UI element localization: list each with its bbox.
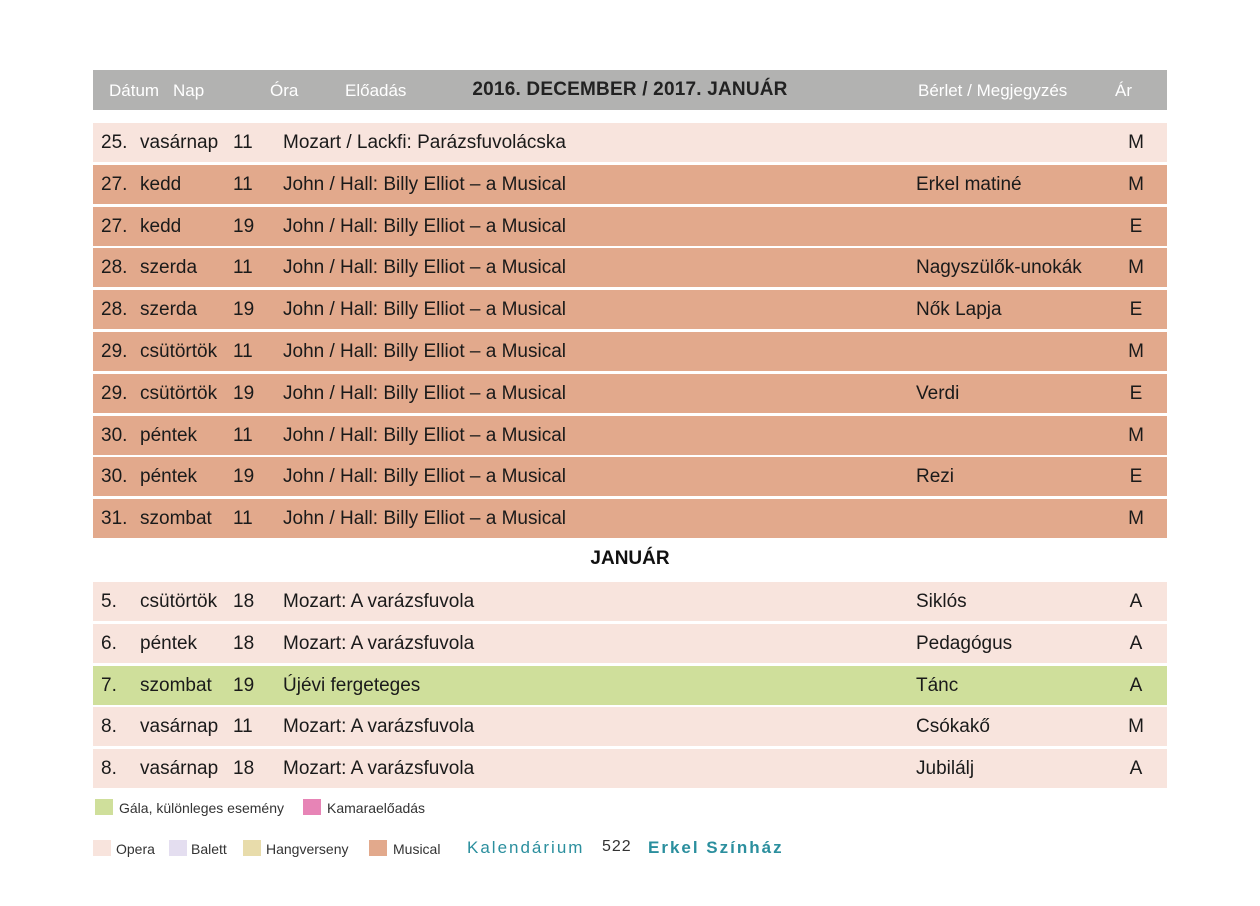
table-row [93,207,1167,246]
row-performance: Mozart: A varázsfuvola [283,758,475,780]
footer-kalendarium: Kalendárium [467,838,585,857]
row-date: 29. [101,382,128,404]
row-date: 29. [101,341,128,362]
row-day: kedd [140,215,182,237]
row-performance: Mozart: A varázsfuvola [283,716,475,738]
row-date: 27. [101,173,128,195]
row-date: 28. [101,299,128,321]
table-row [93,707,1167,746]
row-note: Rezi [916,466,955,488]
row-price: M [1128,424,1144,446]
row-hour: 19 [233,466,255,488]
row-hour: 18 [233,758,255,780]
legend-musical-label: Musical [393,841,441,857]
legend-concert-label: Hangverseny [266,841,349,857]
col-note-header: Bérlet / Megjegyzés [918,81,1068,100]
row-day: csütörtök [140,591,218,612]
row-note: Erkel matiné [916,173,1022,195]
row-day: péntek [140,424,198,446]
table-row [93,248,1167,287]
legend-ballet-label: Balett [191,841,227,857]
col-day-header: Nap [173,81,205,100]
row-date: 30. [101,466,128,488]
col-performance-header: Előadás [345,81,407,100]
table-row [93,582,1167,621]
row-price: A [1129,591,1143,612]
row-performance: Mozart: A varázsfuvola [283,632,475,654]
row-note: Tánc [916,674,959,696]
row-day: szombat [140,508,212,530]
row-note: Pedagógus [916,632,1013,654]
row-day: vasárnap [140,758,219,780]
legend-musical-swatch [369,840,387,856]
row-price: A [1129,758,1143,780]
row-date: 27. [101,215,128,237]
row-hour: 19 [233,215,255,237]
row-note: Nagyszülők-unokák [916,257,1082,279]
row-note: Siklós [916,591,967,612]
row-performance: John / Hall: Billy Elliot – a Musical [283,466,566,488]
row-date: 31. [101,508,128,530]
col-date-header: Dátum [109,81,160,100]
row-hour: 18 [233,632,255,654]
row-day: péntek [140,466,198,488]
row-hour: 19 [233,382,255,404]
legend-concert-swatch [243,840,261,856]
table-row [93,749,1167,788]
row-performance: John / Hall: Billy Elliot – a Musical [283,424,566,446]
row-performance: John / Hall: Billy Elliot – a Musical [283,215,566,237]
row-note: Jubilálj [916,758,975,780]
row-date: 30. [101,424,128,446]
row-hour: 11 [233,508,253,530]
legend-ballet-swatch [169,840,187,856]
row-date: 25. [101,132,128,153]
row-performance: Újévi fergeteges [283,674,421,696]
legend-chamber-swatch [303,799,321,815]
table-row [93,624,1167,663]
row-day: péntek [140,632,198,654]
legend-gala-swatch [95,799,113,815]
page-title: 2016. DECEMBER / 2017. JANUÁR [472,79,788,100]
row-price: E [1129,299,1143,321]
row-date: 28. [101,257,128,279]
row-performance: John / Hall: Billy Elliot – a Musical [283,341,566,362]
row-day: szombat [140,674,212,696]
row-hour: 19 [233,299,255,321]
row-day: csütörtök [140,382,218,404]
row-day: kedd [140,173,182,195]
table-row [93,374,1167,413]
row-hour: 18 [233,591,255,612]
row-hour: 19 [233,674,255,696]
row-note: Nők Lapja [916,299,1002,321]
row-price: E [1129,466,1143,488]
table-row [93,666,1167,705]
row-hour: 11 [233,424,253,446]
row-performance: John / Hall: Billy Elliot – a Musical [283,257,566,279]
row-day: csütörtök [140,341,218,362]
table-row [93,499,1167,538]
row-hour: 11 [233,716,253,738]
table-row [93,457,1167,496]
row-day: vasárnap [140,716,219,738]
row-date: 6. [101,632,117,654]
row-price: M [1128,508,1144,530]
legend-opera-swatch [93,840,111,856]
row-price: M [1128,341,1144,362]
row-hour: 11 [233,257,253,279]
col-hour-header: Óra [270,81,299,100]
table-header [93,70,1167,110]
row-performance: John / Hall: Billy Elliot – a Musical [283,173,566,195]
legend-opera-label: Opera [116,841,155,857]
row-performance: John / Hall: Billy Elliot – a Musical [283,382,566,404]
row-performance: John / Hall: Billy Elliot – a Musical [283,508,566,530]
table-row [93,416,1167,455]
row-day: vasárnap [140,132,219,153]
row-date: 8. [101,758,117,780]
row-price: M [1128,716,1144,738]
table-row [93,165,1167,204]
row-price: M [1128,173,1144,195]
january-section-title: JANUÁR [590,548,670,569]
row-performance: John / Hall: Billy Elliot – a Musical [283,299,566,321]
row-price: A [1129,674,1143,696]
row-date: 7. [101,674,117,696]
row-hour: 11 [233,132,253,153]
row-price: M [1128,257,1144,279]
row-performance: Mozart: A varázsfuvola [283,591,475,612]
table-row [93,332,1167,371]
row-price: E [1129,215,1143,237]
row-note: Csókakő [916,716,990,738]
table-row [93,290,1167,329]
row-day: szerda [140,257,198,279]
row-price: A [1129,632,1143,654]
row-date: 5. [101,591,117,612]
page-number: 522 [602,838,632,855]
row-date: 8. [101,716,117,738]
row-performance: Mozart / Lackfi: Parázsfuvolácska [283,132,566,153]
col-price-header: Ár [1115,81,1132,100]
row-hour: 11 [233,341,253,362]
row-hour: 11 [233,173,253,195]
legend-chamber-label: Kamaraelőadás [327,800,426,816]
row-price: E [1129,382,1143,404]
row-day: szerda [140,299,198,321]
legend-gala-label: Gála, különleges esemény [119,800,284,816]
row-note: Verdi [916,382,960,404]
row-price: M [1128,132,1144,153]
footer-brand: Erkel Színház [648,838,784,857]
table-row [93,123,1167,162]
